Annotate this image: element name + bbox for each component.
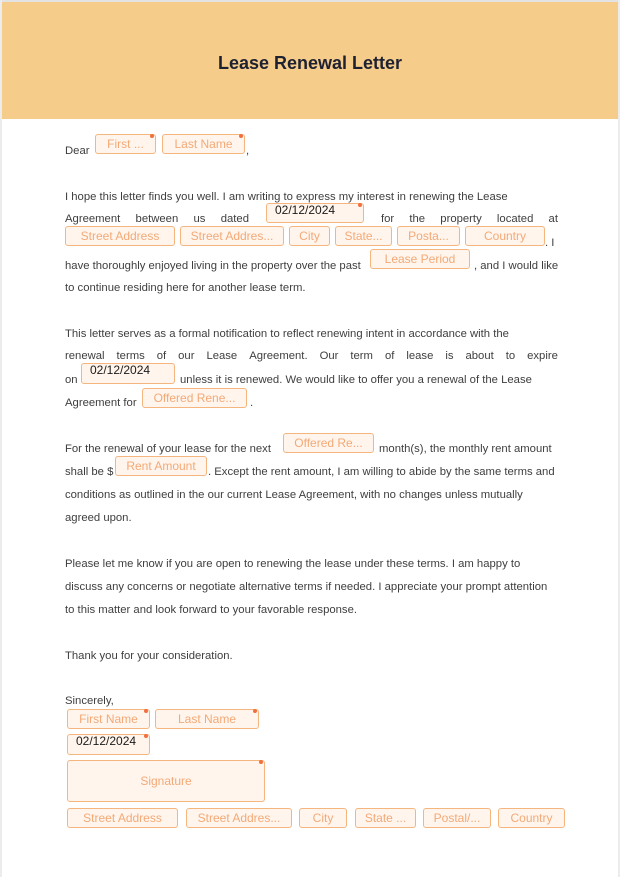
paragraph-3-line-2b: . Except the rent amount, I am willing to abide by the same terms and: [208, 466, 555, 478]
paragraph-1-line-3-end: . I: [545, 237, 555, 249]
paragraph-4-line-3: to this matter and look forward to your favorable response.: [65, 604, 357, 616]
offered-months-field[interactable]: Offered Re...: [283, 433, 374, 453]
sincerely-line: Sincerely,: [65, 695, 114, 707]
sender-last-name-field[interactable]: Last Name: [155, 709, 259, 729]
paragraph-2-line-3b: unless it is renewed. We would like to offer you a renewal of the Lease: [180, 374, 532, 386]
street-address-line-2-field[interactable]: Street Addres...: [180, 226, 284, 246]
signature-date-field[interactable]: 02/12/2024: [67, 734, 150, 755]
paragraph-3-line-3: conditions as outlined in the our current Lease Agreement, with no changes unless mutually: [65, 489, 523, 501]
paragraph-4-line-2: discuss any concerns or negotiate alternative terms if needed. I appreciate your prompt attention: [65, 581, 548, 593]
paragraph-1-line-4a: have thoroughly enjoyed living in the property over the past: [65, 260, 361, 272]
paragraph-2-line-4b: .: [250, 397, 254, 409]
sender-street-address-line-2-field[interactable]: Street Addres...: [186, 808, 292, 828]
sender-city-field[interactable]: City: [299, 808, 347, 828]
agreement-date-field[interactable]: 02/12/2024: [266, 203, 364, 223]
required-marker: [253, 709, 257, 713]
last-name-field[interactable]: Last Name: [162, 134, 245, 154]
sender-postal-code-field[interactable]: Postal/...: [423, 808, 491, 828]
header-banner: [2, 2, 618, 119]
sender-first-name-field[interactable]: First Name: [67, 709, 150, 729]
expiry-date-field[interactable]: 02/12/2024: [81, 363, 175, 384]
greeting-dear: Dear: [65, 145, 90, 157]
sender-state-field[interactable]: State ...: [355, 808, 416, 828]
paragraph-3-line-1a: For the renewal of your lease for the next: [65, 443, 271, 455]
paragraph-2-line-3a: on: [65, 374, 78, 386]
required-marker: [358, 203, 362, 207]
city-field[interactable]: City: [289, 226, 330, 246]
sender-street-address-field[interactable]: Street Address: [67, 808, 178, 828]
paragraph-3-line-4: agreed upon.: [65, 512, 132, 524]
paragraph-2-line-2: renewal terms of our Lease Agreement. Our term of lease is about to expire: [65, 350, 558, 362]
sender-country-field[interactable]: Country: [498, 808, 565, 828]
paragraph-3-line-1b: month(s), the monthly rent amount: [379, 443, 552, 455]
state-field[interactable]: State...: [335, 226, 392, 246]
paragraph-1-line-2b: for the property located at: [381, 213, 558, 225]
paragraph-1-line-2a: Agreement between us dated: [65, 213, 249, 225]
street-address-field[interactable]: Street Address: [65, 226, 175, 246]
paragraph-1-line-1: I hope this letter finds you well. I am writing to express my interest in renewing the Lease: [65, 191, 508, 203]
thanks-line: Thank you for your consideration.: [65, 650, 233, 662]
paragraph-4-line-1: Please let me know if you are open to renewing the lease under these terms. I am happy to: [65, 558, 521, 570]
required-marker: [144, 709, 148, 713]
frame-left-border: [0, 0, 2, 877]
required-marker: [259, 760, 263, 764]
country-field[interactable]: Country: [465, 226, 545, 246]
paragraph-3-line-2a: shall be $: [65, 466, 114, 478]
first-name-field[interactable]: First ...: [95, 134, 156, 154]
required-marker: [239, 134, 243, 138]
offered-renewal-field[interactable]: Offered Rene...: [142, 388, 247, 408]
paragraph-2-line-4a: Agreement for: [65, 397, 137, 409]
rent-amount-field[interactable]: Rent Amount: [115, 456, 207, 476]
required-marker: [144, 734, 148, 738]
required-marker: [150, 134, 154, 138]
paragraph-1-line-5: to continue residing here for another lease term.: [65, 282, 306, 294]
paragraph-2-line-1: This letter serves as a formal notification to reflect renewing intent in accordance with the: [65, 328, 509, 340]
postal-code-field[interactable]: Posta...: [397, 226, 460, 246]
page-title: Lease Renewal Letter: [217, 53, 403, 73]
lease-period-field[interactable]: Lease Period: [370, 249, 470, 269]
greeting-comma: ,: [246, 145, 250, 157]
paragraph-1-line-4b: , and I would like: [474, 260, 559, 272]
signature-field[interactable]: Signature: [67, 760, 265, 802]
